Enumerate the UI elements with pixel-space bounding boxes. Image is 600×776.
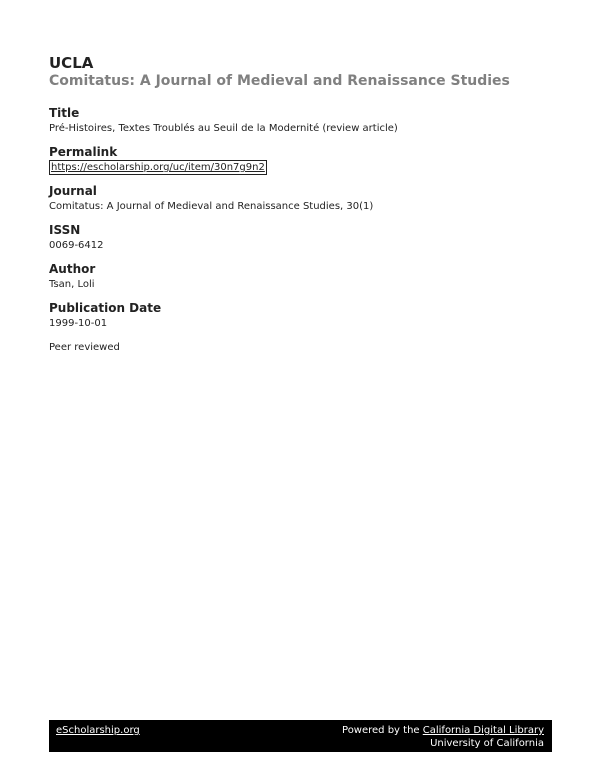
title-field	[49, 106, 569, 136]
permalink-label: Permalink	[49, 145, 118, 159]
escholarship-link[interactable]: eScholarship.org	[56, 725, 140, 736]
footer-bar	[49, 720, 552, 752]
university-name: University of California	[430, 738, 544, 749]
institution-name: UCLA	[49, 54, 94, 72]
title-value: Pré-Histoires, Textes Troublés au Seuil de la Modernité (review article)	[49, 123, 398, 134]
issn-field	[49, 223, 569, 253]
publication-date-label: Publication Date	[49, 301, 162, 315]
permalink-value-wrapper	[49, 160, 569, 175]
footer-powered-line	[342, 724, 544, 737]
publication-date-field	[49, 301, 569, 331]
journal-series-title: Comitatus: A Journal of Medieval and Renaissance Studies	[49, 73, 510, 89]
cdl-link[interactable]: California Digital Library	[422, 725, 544, 736]
footer-right	[342, 724, 544, 750]
author-value: Tsan, Loli	[49, 279, 95, 290]
metadata-fields	[49, 106, 569, 355]
issn-label: ISSN	[49, 223, 81, 237]
author-field	[49, 262, 569, 292]
permalink-link[interactable]: https://escholarship.org/uc/item/30n7g9n2	[51, 162, 265, 173]
document-header	[49, 54, 510, 90]
peer-reviewed-note: Peer reviewed	[49, 342, 120, 353]
issn-value: 0069-6412	[49, 240, 104, 251]
journal-field	[49, 184, 569, 214]
footer-left	[56, 724, 140, 737]
powered-by-text: Powered by the	[342, 725, 423, 736]
journal-value: Comitatus: A Journal of Medieval and Renaissance Studies, 30(1)	[49, 201, 374, 212]
publication-date-value: 1999-10-01	[49, 318, 108, 329]
title-label: Title	[49, 106, 80, 120]
permalink-field	[49, 145, 569, 175]
journal-label: Journal	[49, 184, 97, 198]
author-label: Author	[49, 262, 96, 276]
